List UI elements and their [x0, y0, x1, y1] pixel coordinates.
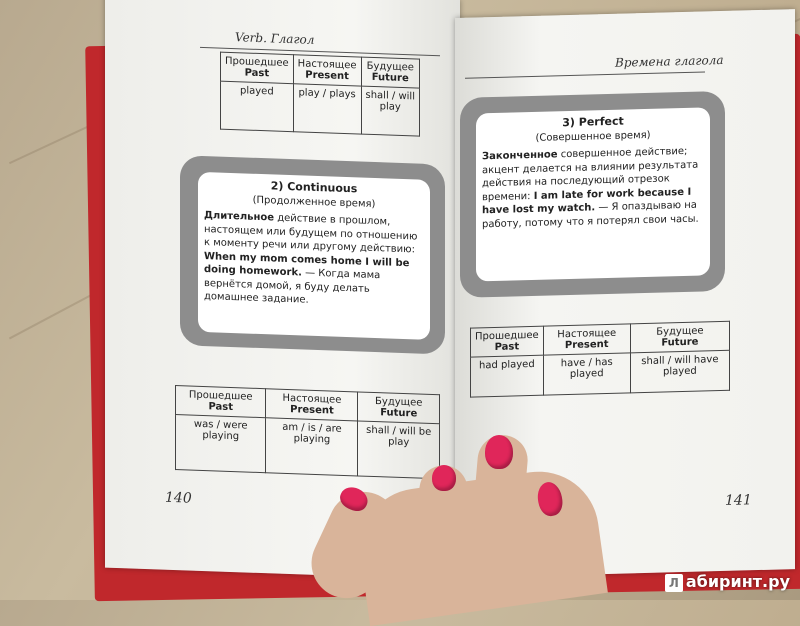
- cell-future: shall / will be play: [358, 421, 440, 479]
- rule-text: Законченное совершенное действие; акцент делается на влиянии результата действия на последующий отрезок времени: I am late for work because I have lost my watch. — Я опаздываю на работу, потому что я потерял свои часы.: [482, 146, 699, 231]
- continuous-rule-box: [180, 155, 445, 354]
- rule-text: Длительное действие в прошлом, настоящем или будущем по отношению к моменту речи или другому действию: When my mom comes home I will be doing homework. — Когда мама вернётся домой, я буду делать домашнее задание.: [204, 210, 418, 307]
- watermark: Л абиринт.ру: [665, 572, 790, 592]
- rule-title: 3) Perfect: [562, 114, 624, 130]
- col-present: Настоящее Present: [293, 55, 361, 86]
- cell-present: am / is / are playing: [266, 418, 358, 476]
- fingernail: [432, 465, 456, 491]
- cell-future: shall / will play: [361, 86, 420, 136]
- page-number: 140: [165, 489, 192, 507]
- col-present: Настоящее Present: [266, 389, 358, 421]
- col-past: Прошедшее Past: [221, 52, 294, 84]
- fingernail: [485, 435, 513, 469]
- labirint-logo-icon: Л: [665, 574, 683, 592]
- col-past: Прошедшее Past: [471, 326, 544, 357]
- page-number: 141: [725, 492, 752, 509]
- rule-title: 2) Continuous: [270, 179, 358, 196]
- right-page-header: Времена глагола: [615, 52, 724, 70]
- left-page-header: Verb. Глагол: [235, 30, 315, 47]
- col-past: Прошедшее Past: [176, 386, 266, 418]
- rule-subtitle: (Продолженное время): [252, 194, 376, 210]
- col-present: Настоящее Present: [543, 324, 630, 355]
- cell-past: was / were playing: [176, 415, 266, 473]
- col-future: Будущее Future: [361, 57, 420, 88]
- rule-subtitle: (Совершенное время): [535, 129, 651, 144]
- col-future: Будущее Future: [630, 321, 729, 353]
- cell-past: had played: [471, 355, 544, 397]
- header-rule: [465, 71, 705, 78]
- cell-present: have / has played: [543, 353, 630, 395]
- left-top-tense-table: [220, 52, 420, 137]
- right-tense-table: [470, 321, 730, 398]
- left-bottom-tense-table: [175, 385, 440, 479]
- perfect-rule-box: [460, 91, 725, 298]
- cell-past: played: [221, 81, 294, 132]
- col-future: Будущее Future: [358, 392, 440, 424]
- cell-future: shall / will have played: [630, 350, 729, 393]
- cell-present: play / plays: [293, 84, 361, 134]
